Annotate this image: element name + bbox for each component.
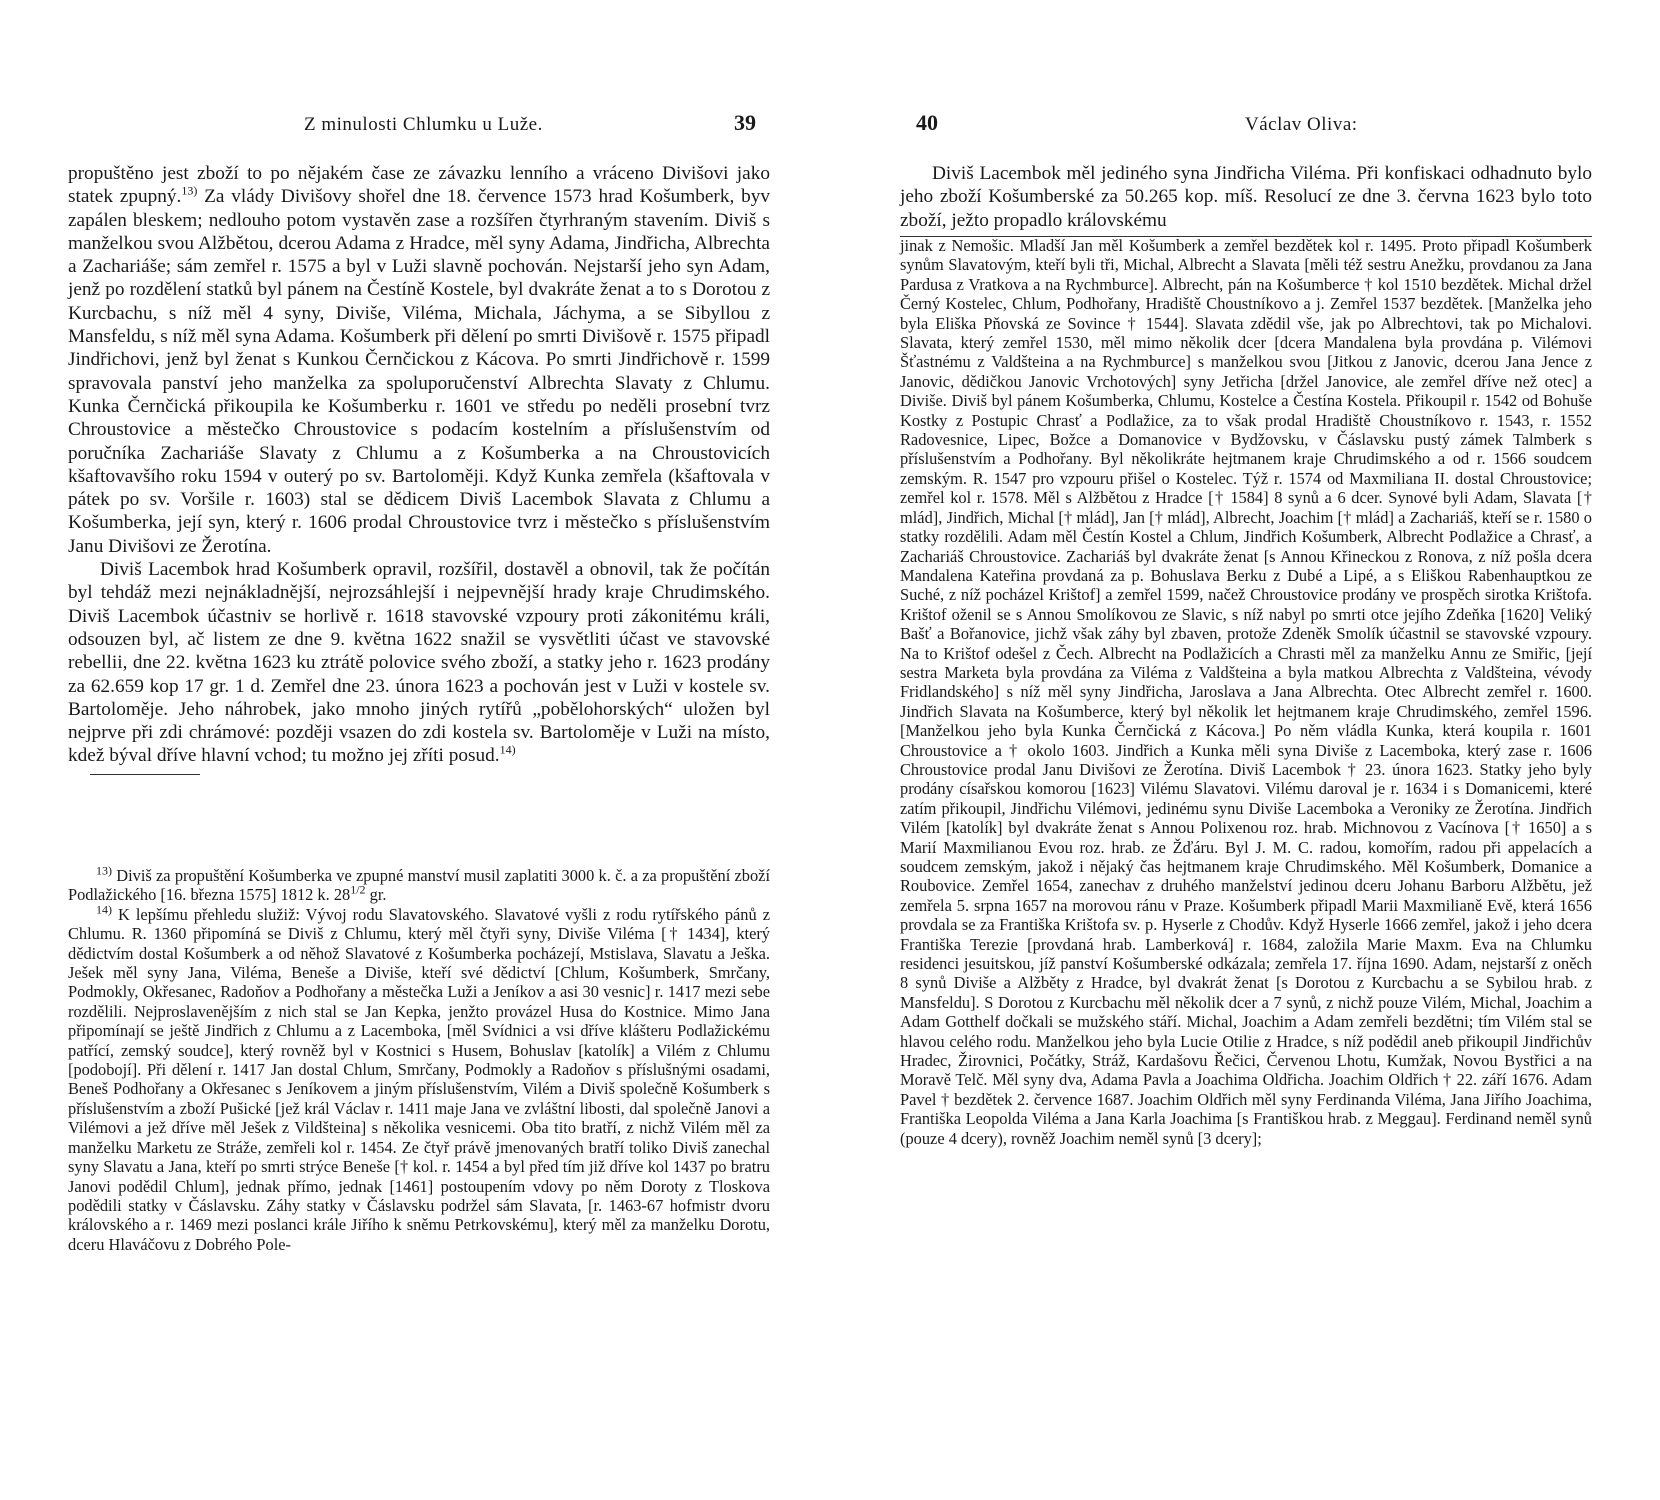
footnote-text: gr. [365, 885, 387, 905]
right-page [830, 0, 1660, 1500]
footnote-ref: 13) [181, 183, 198, 198]
footnote-separator [90, 774, 200, 775]
page-number-left: 39 [734, 110, 756, 135]
right-page-header [900, 110, 1592, 146]
footnote-marker: 13) [96, 863, 112, 878]
left-footnotes [68, 863, 770, 1254]
running-head-right: Václav Oliva: [1245, 114, 1358, 135]
footnote-14 [68, 902, 770, 1254]
paragraph: Diviš Lacembok měl jediného syna Jindřicha Viléma. Při konfiskaci odhadnuto bylo jeho zboží Košumberské za 50.265 kop. míš. Resolucí ze dne 3. června 1623 bylo toto zboží, ježto propadlo královskému [900, 163, 1592, 231]
text-run: propuštěno jest zboží to po nějakém čase ze závazku lenního a vráceno Divišovi jako statek zpupný. [68, 163, 770, 208]
right-footnotes [900, 236, 1592, 1148]
fraction: 1/2 [350, 882, 366, 897]
text-run: Za vlády Divišovy shořel dne 18. července 1573 hrad Košumberk, byv zapálen bleskem; nedlouho potom vystavěn zase a rozšířen čtyrhraným stavením. Diviš s manželkou svou Alžbětou, dcerou Adama z Hradce, měl syny Adama, Jindřicha, Albrechta a Zachariáše; sám zemřel r. 1575 a byl v Luži slavně pochován. Nejstarší jeho syn Adam, jenž po rozdělení statků byl pánem na Čestíně Kostele, byl dvakráte ženat a to s Dorotou z Kurcbachu, s níž měl 4 syny, Diviše, Viléma, Michala, Jáchyma, a se Sibyllou z Mansfeldu, s níž měl syna Adama. Košumberk při dělení po smrti Divišově r. 1575 připadl Jindřichovi, jenž byl ženat s Kunkou Černčickou z Kácova. Po smrti Jindřichově r. 1599 spravovala panství jeho manželka za spoluporučenství Albrechta Slavaty z Chlumu. Kunka Černčická přikoupila ke Košumberku r. 1601 ve středu po neděli prosební tvrz Chroustovice a městečko Chroustovice s podacím kostelním a příslušenstvím od poručníka Zachariáše Slavaty z Chlumu a z Košumberka a na Chroustovicích kšaftovavšího roku 1594 v outerý po sv. Bartoloměji. Když Kunka zemřela (kšaftovala v pátek po sv. Voršile r. 1603) stal se dědicem Diviš Lacembok Slavata z Chlumu a Košumberka, její syn, který r. 1606 prodal Chroustovice tvrz i městečko s příslušenstvím Janu Divišovi ze Žerotína. [68, 186, 770, 557]
text-run: Diviš Lacembok hrad Košumberk opravil, rozšířil, dostavěl a obnovil, tak že počítán byl tehdáž mezi nejnákladnější, nejrozsáhlejší i nejpevnější hrady kraje Chrudimského. Diviš Lacembok účastniv se horlivě r. 1618 stavovské vzpoury proti zákonitému králi, odsouzen byl, ač listem ze dne 9. května 1622 snažil se vysvětliti účast ve stavovské rebellii, dne 22. května 1623 ku ztrátě polovice svého zboží, a statky jeho r. 1623 prodány za 62.659 kop 17 gr. 1 d. Zemřel dne 23. února 1623 a pochován jest v Luži v kostele sv. Bartoloměje. Jeho náhrobek, jako mnoho jiných rytířů „pobělohorských“ uložen byl nejprve při zdi chrámové: později vsazen do zdi kostela sv. Bartoloměje v Luži na místo, kdež býval dříve hlavní vchod; tu možno jej zříti posud. [68, 559, 770, 767]
running-head-left: Z minulosti Chlumku u Luže. [304, 114, 543, 135]
paragraph [68, 558, 770, 768]
right-main-text [900, 162, 1592, 239]
footnote-continuation: jinak z Nemošic. Mladší Jan měl Košumberk a zemřel bezdětek kol r. 1495. Proto připadl Košumberk synům Slavatovým, kteří byli tři, Michal, Albrecht a Slavata [měli též sestru Anežku, provdanou za Jana Pardusa z Vratkova a na Rychmburce]. Albrecht, pán na Košumberce † kol 1510 bezdětek. Michal držel Černý Kostelec, Chlum, Podhořany, Hradiště Choustníkovo a j. Zemřel 1537 bezdětek. [Manželka jeho byla Eliška Pňovská ze Sovince † 1544]. Slavata zdědil vše, jak po Albrechtovi, tak po Michalovi. Slavata, který zemřel 1530, měl mimo několik dcer [dcera Mandalena byla provdána p. Vilémovi Šťastnému z Valdšteina a na Rychmburce] s manželkou svou [Jitkou z Janovic, dcerou Jana Jence z Janovic, dědičkou Janovic Vrchotových] syny Jetřicha [držel Janovice, ale zemřel dříve než otec] a Diviše. Diviš byl pánem Košumberka, Chlumu, Kostelce a Čestína Kostela. Přikoupil r. 1542 od Bohuše Kostky z Postupic Chrasť a Podlažice, za to však prodal Hradiště Choustníkovo r. 1543, r. 1552 Radovesnice, Lipec, Božce a Domanovice v Bydžovsku, v Čáslavsku pustý zámek Talmberk s příslušenstvím a Podhořany. Byl několikráte hejtmanem kraje Chrudimského a od r. 1566 soudcem zemským. R. 1547 pro vzpouru přišel o Kostelec. Týž r. 1574 od Maxmiliana II. dostal Chroustovice; zemřel kol r. 1578. Měl s Alžbětou z Hradce [† 1584] 8 synů a 6 dcer. Synové byli Adam, Slavata [† mlád], Jindřich, Michal [† mlád], Jan [† mlád], Albrecht, Joachim [† mlád] a Zachariáš, kteří se r. 1580 o statky rozdělili. Adam měl Čestín Kostel a Chlum, Jindřich Košumberk, Albrecht Podlažice a Chrasť, a Zachariáš Chroustovice. Zachariáš byl dvakráte ženat [s Annou Křineckou z Ronova, z níž pošla dcera Mandalena Kateřina provdaná za p. Bohuslava Berku z Dubé a Lipé, a s Eliškou Rabenhauptkou ze Suché, z níž pocházel Krištof] a zemřel 1599, načež Chroustovice prodány ve prospěch sirotka Krištofa. Krištof oženil se s Annou Smolíkovou ze Slavic, s níž nabyl po smrti otce jejího Zdeňka [1620] Veliký Bašť a Bořanovice, jichž však záhy byl zbaven, protože Zdeněk Smolík účastnil se stavovské vzpoury. Na to Krištof odešel z Čech. Albrecht na Podlažicích a Chrasti měl za manželku Annu ze Smiřic, [její sestra Marketa byla provdána za Viléma z Valdšteina a byla matkou Albrechta z Valdšteina, vévody Fridlandského] s níž měl syny Jindřicha, Jaroslava a Jana Albrechta. Otec Albrecht zemřel r. 1600. Jindřich Slavata na Košumberce, který byl několik let hejtmanem kraje Chrudimského, zemřel 1596. [Manželkou jeho byla Kunka Černčická z Kácova.] Po něm vládla Kunka, která koupila r. 1601 Chroustovice a † okolo 1603. Jindřich a Kunka měli syna Diviše z Lacemboka, který zase r. 1606 Chroustovice prodal Janu Divišovi ze Žerotína. Diviš Lacembok † 23. února 1623. Statky jeho byly prodány císařskou komorou [1623] Vilému Slavatovi. Vilému daroval je r. 1634 i s Domanicemi, které zatím přikoupil, Jindřichu Vilémovi, jedinému synu Diviše Lacemboka a Veroniky ze Žerotína. Jindřich Vilém [katolík] byl dvakráte ženat s Annou Polixenou roz. hrab. Michnovou z Vacínova [† 1650] a s Marií Maxmilianou Evou roz. hrab. ze Žďáru. Byl J. M. C. radou, komořím, radou při appelacích a soudcem zemským, jakož i nějaký čas hejtmanem kraje Chrudimského. Měl Košumberk, Domanice a Roubovice. Zemřel 1654, zanechav z druhého manželství jedinou dceru Johanu Barboru Alžbětu, jež zemřela 5. srpna 1657 na morovou ránu v Praze. Košumberk připadl Marii Maxmilianě Evě, která 1656 provdala se za Františka Krištofa sv. p. Hyserle z Chodův. Když Hyserle 1666 zemřel, jakož i jeho dcera Františka Terezie [provdaná hrab. Lamberková] r. 1684, založila Marie Maxm. Eva na Chlumku residenci jesuitskou, jíž panství Košumberské odkázala; zemřela 17. října 1690. Adam, nejstarší z oněch 8 synů Diviše a Alžběty z Hradce, byl dvakrát ženat [s Dorotou z Kurcbachu a se Sybilou hrab. z Mansfeldu]. S Dorotou z Kurcbachu měl několik dcer a 7 synů, z nichž pouze Vilém, Michal, Joachim a Adam Gotthelf dočkali se mužského stáří. Michal, Joachim a Adam zemřeli bezdětni; tím Vilém stal se hlavou celého rodu. Manželkou jeho byla Lucie Otilie z Hradce, s níž podědil aneb přikoupil Jindřichův Hradec, Žirovnici, Počátky, Stráž, Kardašovu Řečici, Červenou Lhotu, Kumžak, Novou Bystřici a na Moravě Telč. Měl syny dva, Adama Pavla a Joachima Oldřicha. Joachim Oldřich † 22. září 1676. Adam Pavel † bezdětek 2. července 1687. Joachim Oldřich měl syny Ferdinanda Viléma, Jana Jiřího Joachima, Františka Leopolda Viléma a Jana Karla Joachima [s Františkou hrab. z Meggau]. Ferdinand neměl synů (pouze 4 dcery), rovněž Joachim neměl synů [3 dcery]; [900, 236, 1592, 1148]
footnote-marker: 14) [96, 902, 112, 917]
footnote-text: Diviš za propuštění Košumberka ve zpupné manství musil zaplatiti 3000 k. č. a za propuštění zboží Podlažického [16. března 1575] 1812 k. 28 [68, 866, 770, 905]
paragraph [68, 162, 770, 558]
page-number-right: 40 [916, 110, 938, 135]
footnote-text: K lepšímu přehledu služiž: Vývoj rodu Slavatovského. Slavatové vyšli z rodu rytířského pánů z Chlumu. R. 1360 připomíná se Diviš z Chlumu, který měl čtyři syny, Diviše Viléma [† 1434], který dědictvím dostal Košumberk a od něhož Slavatové z Košumberka pocházejí, Mstislava, Slavatu a Ješka. Ješek měl syny Jana, Viléma, Beneše a Diviše, kteří své dědictví [Chlum, Košumberk, Smrčany, Podmokly, Okřesanec, Radoňov a Podhořany a městečka Luži a Jeníkov a asi 30 vesnic] r. 1417 mezi sebe rozdělili. Nejproslavenějším z nich stal se Jan Kepka, jenžto provázel Husa do Kostnice. Mimo Jana připomínají se ještě Jindřich z Chlumu a z Lacemboka, [měl Svídnici a vsi dříve klášteru Podlažickému patřící, zemský soudce], který rovněž byl v Kostnici s Husem, Bohuslav [katolík] a Vilém z Chlumu [podobojí]. Při dělení r. 1417 Jan dostal Chlum, Smrčany, Podmokly a Radoňov s příslušnými osadami, Beneš Podhořany a Okřesanec s Jeníkovem a jiným příslušenstvím, Vilém a Diviš společně Košumberk s příslušenstvím a zboží Pušické [jež král Václav r. 1411 maje Jana ve zvláštní libosti, dal společně Janovi a Vilémovi a jež dříve měl Ješek z Vildšteina] s několika vesnicemi. Oba tito bratří, z nichž Vilém měl za manželku Marketu ze Stráže, zemřeli kol r. 1454. Ze čtyř právě jmenovaných bratří toliko Diviš zanechal syny Slavatu a Jana, kteří po smrti strýce Beneše [† kol. r. 1454 a byl před tím již dříve kol 1437 po bratru Janovi podědil Chlum], jednak přímo, jednak [1461] postoupením vdovy po něm Doroty z Tloskova podědili statky v Čáslavsku. Záhy statky v Čáslavsku podržel sám Slavata, [r. 1463-67 hofmistr dvoru královského a r. 1469 mezi poslanci krále Jiřího k sněmu Petrkovskému], který měl za manželku Dorotu, dceru Hlaváčovu z Dobrého Pole- [68, 904, 770, 1254]
left-page-header [68, 110, 770, 146]
footnote-13 [68, 863, 770, 905]
footnote-ref: 14) [499, 743, 516, 757]
left-main-text [68, 162, 770, 779]
